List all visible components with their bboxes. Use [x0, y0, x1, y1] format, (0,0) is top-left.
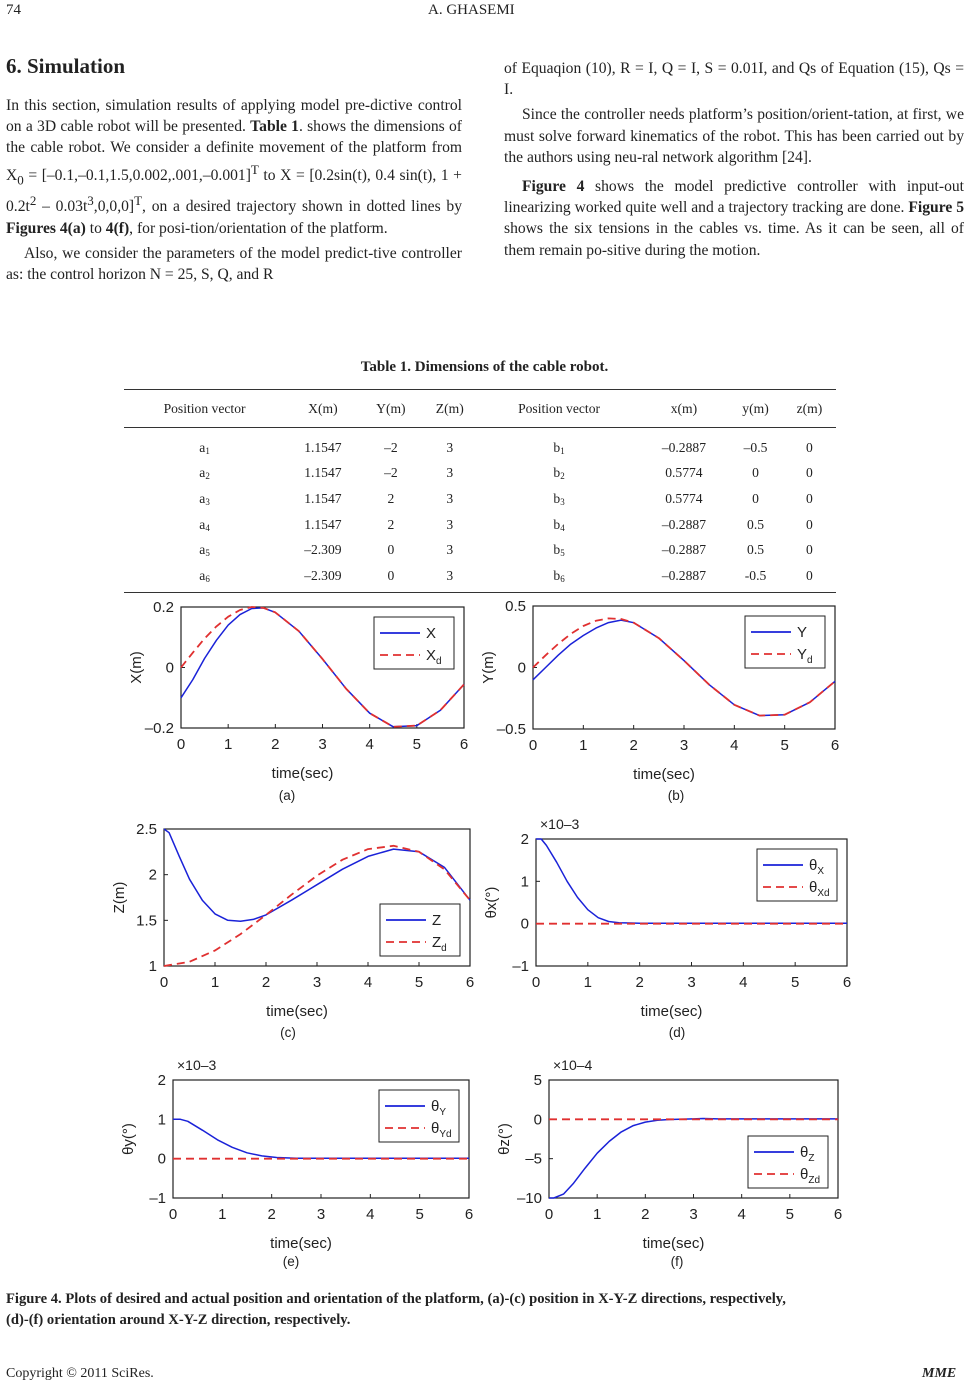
x-tick-label: 3 — [316, 1206, 326, 1223]
table-cell: 1.1547 — [304, 465, 342, 481]
x-tick-label: 6 — [842, 974, 852, 991]
x-axis-label: time(sec) — [266, 1003, 328, 1020]
panel-label: (f) — [670, 1254, 684, 1269]
table-cell: 1.1547 — [304, 439, 342, 455]
x-tick-label: 4 — [365, 736, 374, 753]
legend-entry: $\theta_{Zd}$ — [800, 1166, 821, 1186]
chart-panel — [480, 598, 839, 803]
x-tick-label: 6 — [833, 1206, 843, 1223]
paragraph-kinematics: Since the controller needs platform’s position/orient-tation, at first, we must solve forward kinematics of the robot. This has been carried out by the authors using neu-ral network algorithm [24]. — [504, 106, 964, 166]
table-cell: 0 — [806, 490, 813, 506]
x-tick-label: 3 — [689, 1206, 698, 1223]
y-axis-label: θy(°) — [120, 1123, 137, 1155]
chart-panel — [111, 821, 474, 1040]
x-tick-label: 6 — [830, 737, 840, 754]
y-tick-label: 2.5 — [136, 821, 157, 838]
x-tick-label: 6 — [465, 974, 475, 991]
table-cell: 0.5774 — [665, 490, 703, 506]
table-cell: -0.5 — [728, 563, 783, 592]
legend — [757, 849, 837, 901]
table-cell: $b_1$ — [553, 439, 565, 456]
page-number: 74 — [6, 2, 21, 18]
table-cell: 0 — [806, 439, 813, 455]
x-tick-label: 6 — [459, 736, 469, 753]
legend — [745, 616, 825, 668]
legend-box — [374, 617, 454, 669]
legend-entry: $Y_d$ — [797, 646, 813, 666]
table-cell: 3 — [421, 563, 478, 592]
exponent-label: ×10–4 — [553, 1057, 593, 1073]
y-tick-label: –0.2 — [144, 720, 174, 737]
table-cell: 0 — [783, 563, 836, 592]
table-cell: 3 — [446, 465, 454, 481]
x-tick-label: 1 — [592, 1206, 602, 1223]
x-axis-label: time(sec) — [270, 1235, 332, 1252]
table-cell: 0 — [806, 516, 813, 532]
y-axis-label: θz(°) — [496, 1123, 513, 1155]
table-cell: 0 — [806, 542, 813, 558]
table-header-cell: Y(m) — [361, 390, 421, 428]
x-tick-label: 0 — [531, 974, 541, 991]
table-caption: Table 1. Dimensions of the cable robot. — [360, 359, 609, 375]
y-axis-label: Y(m) — [480, 651, 497, 684]
table-cell: $a_5$ — [199, 542, 210, 559]
section-title: 6. Simulation — [6, 54, 126, 78]
footer-journal: MME — [922, 1366, 957, 1381]
legend-entry: $\theta_{Yd}$ — [431, 1120, 452, 1140]
table-cell: 0.5 — [747, 516, 765, 532]
table-cell: 0.5774 — [665, 465, 703, 481]
x-tick-label: 4 — [730, 737, 739, 754]
y-tick-label: –1 — [149, 1190, 166, 1207]
y-tick-label: 5 — [533, 1072, 542, 1089]
table-cell: $b_6$ — [479, 563, 640, 592]
x-tick-label: 4 — [739, 974, 748, 991]
table-header-cell: Position vector — [479, 390, 640, 428]
table-cell: 3 — [446, 516, 454, 532]
legend — [374, 617, 454, 669]
panel-label: (d) — [668, 1025, 686, 1040]
table-cell: 3 — [446, 439, 454, 455]
paragraph-intro: In this section, simulation results of applying model pre-dictive control on a 3D cable robot will be presented. Table 1. shows the dimensions of the cable robot. We consider a definite movement of the platform from $X_0 = [-0.1,-0.1,1.5,0.002,.001,-0.001]^T$ to X = [0.2sin(t), 0.4 sin(t), $1 + 0.2t^2 - 0.03t^3,0,0,0]^T$, on a desired trajectory shown in dotted lines by Figures 4(a) to 4(f), for posi-tion/orientation of the platform. — [6, 97, 462, 237]
table-cell: 1.1547 — [304, 516, 342, 532]
x-tick-label: 6 — [464, 1206, 474, 1223]
y-tick-label: 1 — [157, 1111, 166, 1129]
x-tick-label: 4 — [366, 1206, 375, 1223]
table-cell: –0.2887 — [661, 516, 706, 532]
y-tick-label: –1 — [512, 958, 529, 975]
table-header-cell: Position vector — [124, 390, 285, 428]
table-cell: $b_2$ — [553, 465, 565, 482]
table-cell: 3 — [446, 490, 454, 506]
y-tick-label: 0 — [533, 1111, 542, 1129]
x-tick-label: 5 — [785, 1206, 795, 1223]
y-tick-label: 0.5 — [505, 598, 526, 615]
legend — [379, 1090, 459, 1142]
x-tick-label: 5 — [412, 736, 422, 753]
x-tick-label: 0 — [528, 737, 538, 754]
y-tick-label: 1.5 — [136, 912, 157, 930]
table-cell: –2 — [384, 465, 398, 481]
x-tick-label: 1 — [583, 974, 593, 991]
x-tick-label: 0 — [176, 736, 186, 753]
table-cell: –2.309 — [285, 563, 361, 592]
y-axis-label: θx(°) — [483, 886, 500, 919]
table-cell: 2 — [387, 516, 395, 532]
legend-entry: $\theta_X$ — [809, 857, 825, 877]
table-cell: 2 — [387, 490, 395, 506]
x-tick-label: 1 — [210, 974, 220, 991]
table-header-cell: y(m) — [728, 390, 783, 428]
table-cell: $a_1$ — [199, 439, 210, 456]
y-tick-label: –5 — [525, 1150, 542, 1168]
x-tick-label: 4 — [737, 1206, 746, 1223]
y-tick-label: –10 — [516, 1190, 542, 1207]
legend-entry: Z — [432, 912, 442, 929]
chart-panel — [128, 599, 468, 803]
x-axis-label: time(sec) — [640, 1003, 703, 1020]
table-cell: $b_4$ — [553, 516, 565, 533]
panel-label: (c) — [280, 1025, 296, 1040]
table-cell: 0 — [752, 490, 759, 506]
paragraph-results: Figure 4 shows the model predictive controller with input-out linearizing worked quite well and a trajectory tracking are done. Figure 5 shows the six tensions in the cables vs. time. As it can be seen, all of them remain po-sitive during the motion. — [504, 178, 964, 259]
exponent-label: ×10–3 — [540, 816, 580, 832]
x-tick-label: 1 — [579, 737, 588, 754]
x-tick-label: 0 — [159, 974, 169, 991]
table-header-cell: x(m) — [640, 390, 729, 428]
footer-copyright: Copyright © 2011 SciRes. — [6, 1366, 154, 1381]
table-header-cell: z(m) — [783, 390, 836, 428]
y-tick-label: 2 — [148, 866, 157, 884]
table-cell: $b_5$ — [553, 542, 565, 559]
legend-box — [745, 616, 825, 668]
table-cell: 0 — [387, 542, 395, 558]
chart-panel — [483, 816, 851, 1040]
x-tick-label: 0 — [168, 1206, 178, 1223]
x-tick-label: 3 — [312, 974, 322, 991]
legend-entry: $\theta_Z$ — [800, 1144, 815, 1164]
x-tick-label: 1 — [223, 736, 233, 753]
x-tick-label: 4 — [363, 974, 373, 991]
panel-label: (b) — [667, 788, 685, 803]
table-cell: $a_6$ — [124, 563, 285, 592]
legend — [380, 904, 460, 956]
y-axis-label: Z(m) — [111, 881, 128, 914]
x-axis-label: time(sec) — [642, 1235, 705, 1252]
x-tick-label: 1 — [218, 1206, 227, 1223]
y-tick-label: 1 — [520, 873, 529, 891]
x-tick-label: 2 — [629, 737, 638, 754]
figure-caption: Figure 4. Plots of desired and actual position and orientation of the platform, (a)-(c) position in X-Y-Z directions, respectively, (d)-(f) orientation around X-Y-Z direction, respectively. — [6, 1291, 786, 1328]
table-cell: –0.2887 — [661, 439, 706, 455]
x-tick-label: 2 — [271, 736, 280, 753]
x-tick-label: 2 — [267, 1206, 276, 1223]
x-tick-label: 3 — [679, 737, 689, 754]
table-cell: 0.5 — [747, 542, 765, 558]
table-cell: 0 — [752, 465, 759, 481]
y-tick-label: 1 — [148, 958, 157, 975]
y-tick-label: 0.2 — [153, 599, 174, 616]
y-axis-label: X(m) — [128, 651, 145, 684]
x-tick-label: 2 — [635, 974, 644, 991]
table-cell: $a_4$ — [199, 516, 210, 533]
legend-entry: X — [426, 625, 437, 642]
x-axis-label: time(sec) — [271, 765, 334, 782]
chart-panel — [496, 1057, 842, 1269]
table-header-cell: X(m) — [285, 390, 361, 428]
legend-entry: $\theta_Y$ — [431, 1098, 447, 1118]
legend — [748, 1136, 828, 1188]
x-tick-label: 3 — [687, 974, 696, 991]
x-tick-label: 5 — [415, 1206, 424, 1223]
x-tick-label: 2 — [261, 974, 271, 991]
table-cell: 0 — [361, 563, 421, 592]
table-cell: –0.2887 — [640, 563, 729, 592]
legend-entry: Y — [797, 624, 808, 641]
table-cell: $b_3$ — [553, 490, 565, 507]
table-cell: 0 — [806, 465, 813, 481]
paragraph-parameters: Also, we consider the parameters of the model predict-tive controller as: the control horizon N = 25, S, Q, and R — [6, 244, 462, 283]
legend-entry: $Z_d$ — [432, 934, 447, 954]
legend-entry: $\theta_{Xd}$ — [809, 879, 830, 899]
legend-entry: $X_d$ — [426, 647, 442, 667]
x-tick-label: 5 — [790, 974, 800, 991]
table-cell: –0.5 — [743, 439, 768, 455]
table-header-cell: Z(m) — [421, 390, 478, 428]
table-cell: –0.2887 — [661, 542, 706, 558]
x-tick-label: 3 — [318, 736, 327, 753]
table-cell: 3 — [446, 542, 454, 558]
panel-label: (a) — [278, 788, 296, 803]
running-header-author: A. GHASEMI — [428, 2, 515, 18]
y-tick-label: 0 — [165, 659, 174, 677]
y-tick-label: 0 — [157, 1150, 166, 1168]
y-tick-label: 2 — [520, 831, 529, 848]
chart-panel — [120, 1057, 473, 1269]
exponent-label: ×10–3 — [177, 1057, 217, 1073]
table-cell: –2.309 — [304, 542, 342, 558]
legend-box — [380, 904, 460, 956]
x-tick-label: 5 — [780, 737, 789, 754]
x-tick-label: 0 — [544, 1206, 554, 1223]
table-cell: $a_2$ — [199, 465, 210, 482]
x-tick-label: 2 — [641, 1206, 650, 1223]
y-tick-label: 0 — [517, 659, 526, 677]
y-tick-label: –0.5 — [496, 721, 526, 738]
y-tick-label: 2 — [157, 1072, 166, 1089]
y-tick-label: 0 — [520, 915, 529, 933]
x-tick-label: 5 — [414, 974, 424, 991]
table-cell: –2 — [384, 439, 398, 455]
table-cell: $a_3$ — [199, 490, 210, 507]
table-cell: 1.1547 — [304, 490, 342, 506]
x-axis-label: time(sec) — [633, 766, 695, 783]
panel-label: (e) — [282, 1254, 300, 1269]
paragraph-equation-params: of Equaqion (10), R = I, Q = I, S = 0.01I, and Qs of Equation (15), Qs = I. — [504, 60, 964, 99]
